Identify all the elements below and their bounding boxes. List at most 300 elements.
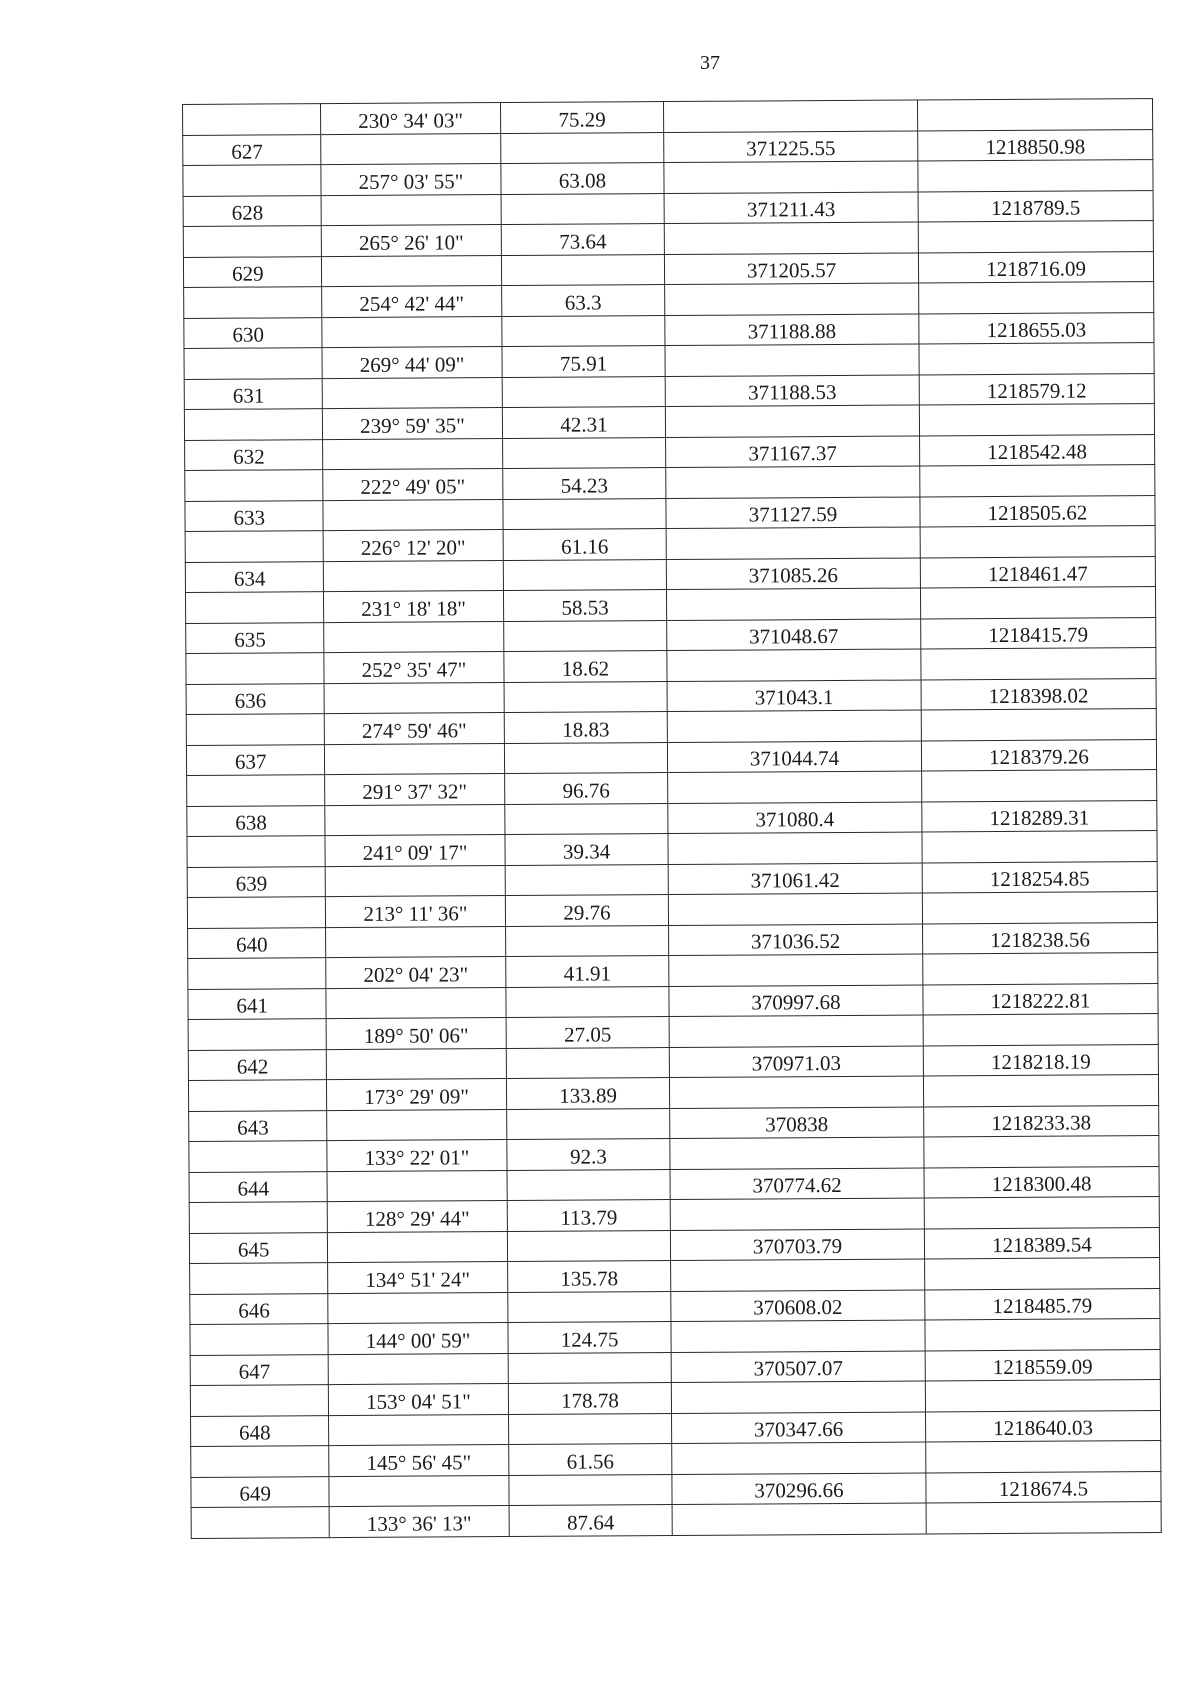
distance-text: 113.79: [560, 1204, 618, 1230]
easting-cell: [924, 1105, 1159, 1137]
northing-text: 371048.67: [749, 624, 839, 649]
point-number-cell: [184, 409, 322, 440]
point-number-cell: [188, 927, 326, 958]
distance-cell: [506, 1017, 669, 1048]
easting-cell: [923, 1044, 1158, 1076]
easting-cell: [925, 1288, 1160, 1320]
distance-text: 75.29: [558, 106, 606, 132]
point-number-cell: [188, 958, 326, 989]
northing-cell: [669, 954, 923, 986]
distance-cell: [508, 1322, 671, 1353]
easting-cell: [925, 1349, 1160, 1381]
northing-cell: [669, 1015, 923, 1047]
point-number-text: 631: [232, 383, 265, 408]
point-number-cell: [184, 317, 322, 348]
easting-cell: [922, 831, 1157, 863]
point-number-cell: [186, 744, 324, 775]
easting-text: 1218415.79: [988, 622, 1089, 648]
point-number-text: 649: [239, 1481, 272, 1506]
bearing-cell: [329, 1445, 509, 1477]
point-number-cell: [185, 531, 323, 562]
bearing-text: 274° 59' 46": [361, 717, 467, 743]
distance-text: 54.23: [560, 472, 609, 498]
distance-cell: [506, 956, 669, 987]
point-number-text: 627: [231, 139, 263, 164]
distance-cell: [507, 1230, 670, 1261]
distance-cell: [505, 773, 668, 804]
northing-cell: [669, 923, 923, 955]
distance-cell: [502, 285, 665, 316]
bearing-cell: [328, 1262, 508, 1294]
bearing-cell: [327, 1201, 507, 1233]
easting-cell: [926, 1441, 1161, 1473]
northing-cell: [667, 679, 921, 711]
bearing-cell: [322, 408, 502, 440]
point-number-cell: [186, 683, 324, 714]
northing-cell: [667, 740, 921, 772]
easting-cell: [921, 678, 1156, 710]
bearing-cell: [327, 1109, 507, 1141]
easting-cell: [919, 404, 1154, 436]
point-number-text: 648: [239, 1420, 271, 1445]
point-number-cell: [185, 439, 323, 470]
easting-text: 1218579.12: [986, 378, 1087, 404]
bearing-text: 231° 18' 18": [361, 595, 467, 621]
easting-text: 1218254.85: [989, 866, 1090, 892]
bearing-cell: [321, 225, 501, 257]
easting-cell: [923, 953, 1158, 985]
bearing-text: 222° 49' 05": [360, 473, 466, 499]
easting-cell: [923, 983, 1158, 1015]
point-number-cell: [187, 775, 325, 806]
easting-text: 1218674.5: [998, 1476, 1089, 1502]
bearing-text: 133° 36' 13": [366, 1510, 472, 1536]
easting-cell: [920, 526, 1155, 558]
distance-cell: [505, 864, 668, 895]
bearing-text: 202° 04' 23": [363, 961, 469, 987]
bearing-cell: [327, 1231, 507, 1263]
easting-cell: [918, 190, 1153, 222]
bearing-cell: [327, 1170, 507, 1202]
distance-cell: [506, 986, 669, 1017]
distance-text: 29.76: [563, 899, 611, 925]
point-number-cell: [189, 1141, 327, 1172]
easting-cell: [919, 343, 1154, 375]
northing-cell: [666, 466, 920, 498]
distance-text: 133.89: [559, 1082, 618, 1108]
bearing-cell: [322, 377, 502, 409]
distance-cell: [502, 407, 665, 438]
northing-cell: [671, 1320, 925, 1352]
point-number-cell: [183, 195, 321, 226]
bearing-cell: [323, 499, 503, 531]
point-number-cell: [183, 104, 321, 135]
distance-text: 61.56: [566, 1448, 614, 1474]
point-number-cell: [190, 1263, 328, 1294]
page-number: 37: [700, 52, 720, 74]
distance-text: 96.76: [562, 777, 610, 803]
northing-text: 370608.02: [753, 1294, 843, 1320]
bearing-cell: [324, 713, 504, 745]
bearing-text: 134° 51' 24": [365, 1266, 471, 1292]
northing-text: 371036.52: [750, 928, 841, 954]
easting-text: 1218218.19: [990, 1049, 1091, 1075]
northing-cell: [668, 862, 922, 894]
distance-cell: [506, 1047, 669, 1078]
survey-traverse-table: [182, 98, 1162, 1538]
easting-cell: [924, 1166, 1159, 1198]
bearing-cell: [326, 1018, 506, 1050]
point-number-text: 635: [234, 627, 266, 652]
easting-cell: [921, 739, 1156, 771]
easting-cell: [920, 495, 1155, 527]
bearing-cell: [323, 591, 503, 623]
easting-text: 1218461.47: [987, 561, 1088, 587]
distance-text: 27.05: [563, 1021, 612, 1047]
distance-text: 63.08: [558, 167, 607, 193]
point-number-cell: [188, 1019, 326, 1050]
bearing-cell: [324, 682, 504, 714]
easting-cell: [918, 251, 1153, 283]
bearing-cell: [328, 1384, 508, 1416]
northing-text: 371225.55: [746, 136, 836, 161]
easting-cell: [923, 1075, 1158, 1107]
northing-cell: [672, 1472, 926, 1504]
point-number-cell: [183, 134, 321, 165]
distance-cell: [501, 132, 664, 163]
bearing-cell: [329, 1414, 509, 1446]
bearing-cell: [328, 1292, 508, 1324]
point-number-cell: [188, 1049, 326, 1080]
point-number-text: 632: [233, 444, 265, 469]
bearing-text: 239° 59' 35": [360, 412, 465, 438]
distance-cell: [501, 193, 664, 224]
bearing-text: 226° 12' 20": [360, 534, 466, 560]
point-number-cell: [183, 165, 321, 196]
bearing-cell: [323, 469, 503, 501]
bearing-cell: [324, 652, 504, 684]
easting-cell: [924, 1197, 1159, 1229]
bearing-text: 153° 04' 51": [365, 1388, 471, 1414]
distance-text: 63.3: [564, 289, 602, 315]
northing-cell: [667, 710, 921, 742]
distance-cell: [507, 1139, 670, 1170]
distance-cell: [502, 376, 665, 407]
point-number-cell: [191, 1415, 329, 1446]
northing-cell: [669, 1076, 923, 1108]
northing-text: 370838: [765, 1112, 829, 1137]
northing-cell: [664, 253, 918, 285]
bearing-cell: [325, 804, 505, 836]
northing-text: 371085.26: [748, 563, 839, 588]
northing-cell: [664, 131, 918, 163]
bearing-cell: [322, 286, 502, 318]
distance-cell: [508, 1383, 671, 1414]
easting-cell: [919, 312, 1154, 344]
point-number-cell: [187, 866, 325, 897]
bearing-text: 189° 50' 06": [363, 1022, 469, 1048]
easting-cell: [921, 709, 1156, 741]
easting-cell: [926, 1471, 1161, 1503]
easting-text: 1218505.62: [987, 500, 1088, 526]
distance-cell: [507, 1200, 670, 1231]
point-number-cell: [187, 805, 325, 836]
distance-cell: [504, 681, 667, 712]
point-number-text: 641: [236, 993, 269, 1018]
point-number-cell: [186, 714, 324, 745]
distance-text: 124.75: [560, 1326, 619, 1352]
northing-cell: [671, 1381, 925, 1413]
distance-text: 61.16: [561, 533, 609, 559]
bearing-cell: [323, 560, 503, 592]
bearing-cell: [327, 1140, 507, 1172]
northing-text: 371167.37: [748, 441, 837, 466]
easting-text: 1218289.31: [989, 805, 1090, 831]
point-number-cell: [190, 1354, 328, 1385]
point-number-cell: [190, 1324, 328, 1355]
point-number-text: 639: [235, 871, 268, 896]
bearing-text: 230° 34' 03": [358, 107, 464, 133]
point-number-text: 633: [233, 505, 266, 530]
bearing-cell: [329, 1506, 509, 1538]
point-number-cell: [185, 500, 323, 531]
table-row: [191, 1502, 1161, 1538]
northing-cell: [668, 832, 922, 864]
easting-text: 1218222.81: [990, 988, 1091, 1014]
northing-text: 371205.57: [746, 258, 837, 283]
northing-cell: [671, 1259, 925, 1291]
northing-text: 370703.79: [752, 1233, 843, 1259]
distance-cell: [504, 742, 667, 773]
northing-text: 371080.4: [755, 807, 835, 832]
northing-cell: [665, 344, 919, 376]
northing-cell: [665, 405, 919, 437]
bearing-text: 252° 35' 47": [361, 656, 467, 682]
northing-cell: [668, 893, 922, 925]
bearing-cell: [323, 530, 503, 562]
easting-cell: [923, 1014, 1158, 1046]
bearing-cell: [321, 255, 501, 287]
distance-cell: [501, 254, 664, 285]
easting-cell: [926, 1410, 1161, 1442]
point-number-text: 634: [233, 566, 266, 591]
distance-cell: [504, 712, 667, 743]
easting-text: 1218789.5: [990, 195, 1081, 221]
bearing-text: 269° 44' 09": [359, 351, 465, 377]
point-number-cell: [191, 1507, 329, 1538]
point-number-text: 647: [238, 1359, 271, 1384]
point-number-text: 645: [237, 1237, 270, 1262]
bearing-cell: [322, 316, 502, 348]
bearing-cell: [326, 926, 506, 958]
easting-cell: [922, 800, 1157, 832]
point-number-text: 640: [236, 932, 268, 957]
bearing-cell: [321, 133, 501, 165]
bearing-text: 291° 37' 32": [362, 778, 468, 804]
point-number-cell: [189, 1202, 327, 1233]
easting-cell: [920, 465, 1155, 497]
bearing-cell: [323, 438, 503, 470]
northing-cell: [668, 771, 922, 803]
easting-cell: [918, 129, 1153, 161]
northing-cell: [671, 1350, 925, 1382]
northing-cell: [671, 1289, 925, 1321]
distance-cell: [505, 895, 668, 926]
northing-text: 371061.42: [750, 867, 840, 893]
point-number-text: 638: [235, 810, 267, 835]
point-number-text: 643: [237, 1115, 269, 1140]
distance-cell: [503, 437, 666, 468]
distance-cell: [506, 925, 669, 956]
point-number-text: 642: [236, 1054, 269, 1079]
point-number-cell: [184, 348, 322, 379]
northing-cell: [672, 1411, 926, 1443]
point-number-cell: [186, 653, 324, 684]
point-number-cell: [190, 1293, 328, 1324]
northing-cell: [670, 1137, 924, 1169]
bearing-cell: [326, 1079, 506, 1111]
point-number-cell: [184, 378, 322, 409]
northing-cell: [666, 436, 920, 468]
northing-cell: [666, 527, 920, 559]
distance-cell: [503, 529, 666, 560]
easting-cell: [926, 1502, 1161, 1534]
bearing-cell: [325, 774, 505, 806]
distance-text: 73.64: [559, 228, 607, 254]
distance-text: 58.53: [561, 594, 609, 620]
point-number-cell: [190, 1385, 328, 1416]
northing-text: 371188.53: [747, 380, 837, 405]
point-number-text: 644: [237, 1176, 270, 1201]
easting-cell: [924, 1136, 1159, 1168]
distance-cell: [508, 1261, 671, 1292]
easting-text: 1218300.48: [991, 1171, 1092, 1197]
distance-text: 39.34: [562, 838, 611, 864]
easting-cell: [917, 99, 1152, 131]
northing-text: 370296.66: [754, 1477, 844, 1503]
distance-cell: [503, 559, 666, 590]
easting-text: 1218379.26: [989, 744, 1089, 770]
easting-text: 1218238.56: [990, 927, 1091, 953]
distance-cell: [508, 1352, 671, 1383]
easting-cell: [918, 221, 1153, 253]
northing-cell: [665, 375, 919, 407]
easting-text: 1218389.54: [992, 1232, 1092, 1258]
easting-cell: [920, 434, 1155, 466]
northing-text: 371127.59: [748, 502, 838, 527]
point-number-cell: [189, 1110, 327, 1141]
northing-cell: [668, 801, 922, 833]
distance-text: 41.91: [563, 960, 612, 986]
northing-cell: [672, 1442, 926, 1474]
northing-text: 370971.03: [751, 1050, 842, 1076]
northing-cell: [669, 984, 923, 1016]
bearing-cell: [328, 1323, 508, 1355]
point-number-text: 629: [231, 261, 264, 286]
bearing-text: 145° 56' 45": [366, 1449, 472, 1475]
bearing-cell: [326, 1048, 506, 1080]
point-number-text: 646: [238, 1298, 270, 1323]
easting-text: 1218716.09: [986, 256, 1086, 282]
distance-cell: [509, 1413, 672, 1444]
bearing-text: 241° 09' 17": [362, 839, 468, 865]
northing-cell: [672, 1503, 926, 1535]
northing-cell: [664, 222, 918, 254]
bearing-text: 254° 42' 44": [359, 290, 465, 316]
bearing-cell: [321, 164, 501, 196]
point-number-cell: [189, 1171, 327, 1202]
distance-text: 178.78: [560, 1387, 619, 1413]
easting-cell: [919, 373, 1154, 405]
easting-text: 1218640.03: [993, 1415, 1094, 1441]
northing-cell: [670, 1228, 924, 1260]
easting-cell: [922, 861, 1157, 893]
point-number-cell: [183, 226, 321, 257]
distance-cell: [503, 468, 666, 499]
northing-text: 370347.66: [753, 1416, 844, 1442]
distance-cell: [509, 1505, 672, 1536]
bearing-text: 213° 11' 36": [363, 900, 468, 926]
easting-cell: [920, 587, 1155, 619]
point-number-cell: [191, 1476, 329, 1507]
northing-cell: [670, 1198, 924, 1230]
point-number-cell: [185, 561, 323, 592]
bearing-cell: [325, 896, 505, 928]
bearing-cell: [324, 621, 504, 653]
bearing-cell: [329, 1475, 509, 1507]
easting-cell: [925, 1258, 1160, 1290]
distance-cell: [504, 620, 667, 651]
point-number-cell: [186, 622, 324, 653]
bearing-cell: [321, 103, 501, 135]
point-number-text: 636: [234, 688, 267, 713]
point-number-cell: [188, 1080, 326, 1111]
point-number-text: 628: [231, 200, 264, 225]
bearing-cell: [322, 347, 502, 379]
northing-cell: [666, 496, 920, 528]
northing-text: 370507.07: [753, 1355, 843, 1381]
easting-cell: [924, 1227, 1159, 1259]
northing-cell: [664, 192, 918, 224]
distance-text: 135.78: [560, 1265, 619, 1291]
northing-text: 371044.74: [749, 745, 840, 771]
point-number-text: 637: [234, 749, 267, 774]
table-body: [183, 99, 1162, 1538]
easting-text: 1218398.02: [988, 683, 1089, 709]
distance-text: 18.83: [562, 716, 610, 742]
bearing-text: 257° 03' 55": [358, 168, 464, 194]
northing-cell: [670, 1167, 924, 1199]
easting-cell: [922, 770, 1157, 802]
easting-cell: [918, 160, 1153, 192]
northing-text: 371188.88: [747, 319, 837, 344]
northing-cell: [663, 100, 917, 132]
distance-cell: [507, 1108, 670, 1139]
northing-cell: [667, 649, 921, 681]
easting-cell: [922, 892, 1157, 924]
bearing-text: 133° 22' 01": [364, 1144, 470, 1170]
easting-text: 1218559.09: [992, 1354, 1093, 1380]
distance-text: 18.62: [561, 655, 610, 681]
easting-cell: [921, 648, 1156, 680]
distance-text: 92.3: [569, 1143, 607, 1169]
distance-cell: [500, 102, 663, 133]
distance-text: 87.64: [566, 1509, 615, 1535]
distance-cell: [508, 1291, 671, 1322]
point-number-cell: [184, 287, 322, 318]
bearing-cell: [324, 743, 504, 775]
point-number-text: 630: [232, 322, 264, 347]
